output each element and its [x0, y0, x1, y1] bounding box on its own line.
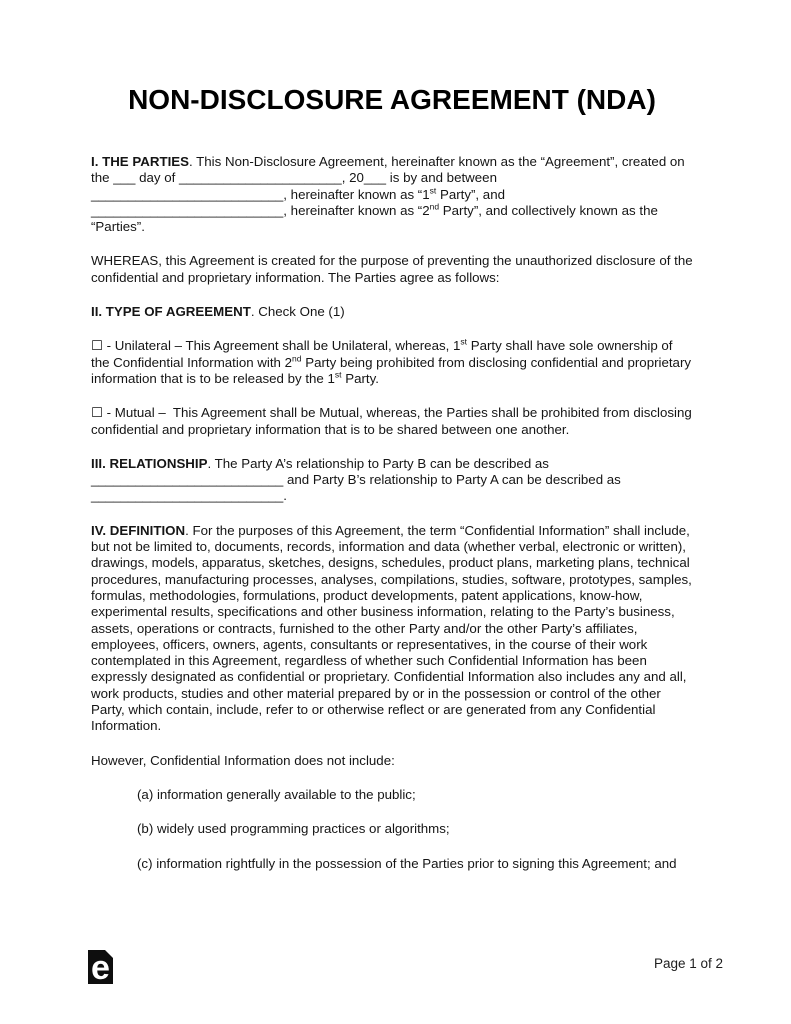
unilateral-checkbox-icon[interactable]: ☐: [91, 338, 103, 354]
text-run: . For the purposes of this Agreement, the term “Confidential Information” shall include, but not be limited to, documents, records, information and data (whether verbal, electronic or written), drawings, models, apparatus, sketches, designs, schedules, product plans, marketing plans, technical procedures, manufacturing processes, analyses, compilations, studies, software, prototypes, samples, formulas, methodologies, formulations, product developments, patent applications, know-how, experimental results, specifications and other business information, relating to the Party’s business, assets, operations or contracts, furnished to the other Party and/or the other Party’s affiliates, employees, officers, owners, agents, consultants or representatives, in the course of their work contemplated in this Agreement, regardless of whether such Confidential Information has been expressly designated as confidential or proprietary. Confidential Information also includes any and all, work products, studies and other material prepared by or in the possession or control of the other Party, which contain, include, refer to or otherwise reflect or are generated from any Confidential Information.: [91, 522, 696, 734]
however-clause: [91, 753, 693, 769]
text-run: Party”, and: [436, 186, 509, 202]
text-run: Party being prohibited from disclosing confidential and proprietary information that is to be released by the 1: [91, 354, 695, 386]
eforms-logo-icon: [88, 949, 113, 987]
page-fold-icon: [105, 950, 113, 958]
text-run: , 20: [341, 170, 364, 186]
text-run: (b) widely used programming practices or algorithms;: [137, 821, 450, 837]
day-blank-field[interactable]: ___: [113, 170, 136, 186]
text-run: is by and between: [386, 170, 501, 186]
section-type-of-agreement: [91, 304, 693, 320]
whereas-clause: [91, 253, 697, 286]
exclusion-item-a: [137, 787, 693, 803]
exclusion-item-b: [137, 821, 693, 837]
text-run: - Unilateral – This Agreement shall be Unilateral, whereas, 1: [102, 338, 461, 354]
unilateral-option: [91, 338, 693, 387]
section-definition-heading: IV. DEFINITION: [91, 522, 186, 538]
text-run: - Mutual – This Agreement shall be Mutual, whereas, the Parties shall be prohibited from disclosing confidential and proprietary information that is to be shared between one another.: [91, 405, 696, 437]
section-parties-heading: I. THE PARTIES: [91, 154, 190, 169]
mutual-option: [91, 405, 696, 438]
text-run: , hereinafter known as “1: [283, 186, 430, 202]
ordinal-suffix: nd: [292, 353, 302, 364]
text-run: .: [283, 488, 287, 504]
relationship-b-blank-field[interactable]: __________________________: [91, 488, 284, 504]
section-type-heading: II. TYPE OF AGREEMENT: [91, 304, 251, 320]
ordinal-suffix: st: [460, 336, 468, 347]
text-run: However, Confidential Information does not include:: [91, 752, 395, 768]
text-run: (c) information rightfully in the possession of the Parties prior to signing this Agreement; and: [137, 855, 677, 871]
ordinal-suffix: st: [334, 369, 342, 380]
section-relationship: [91, 456, 693, 505]
year-blank-field[interactable]: ___: [363, 170, 387, 186]
text-run: . Check One (1): [250, 304, 345, 320]
section-parties: [91, 154, 693, 235]
text-run: and Party B’s relationship to Party A can be described as: [283, 472, 625, 488]
ordinal-suffix: nd: [429, 201, 440, 212]
month-blank-field[interactable]: ______________________: [179, 170, 342, 186]
mutual-checkbox-icon[interactable]: ☐: [91, 405, 103, 421]
text-run: Party shall have sole ownership of the Confidential Information with 2: [91, 338, 677, 370]
text-run: Party”, and collectively known as the “Parties”.: [91, 202, 662, 235]
text-run: , hereinafter known as “2: [283, 202, 430, 218]
text-run: (a) information generally available to the public;: [137, 786, 416, 802]
section-definition: [91, 522, 696, 735]
page-indicator: Page 1 of 2: [653, 956, 723, 971]
text-run: Party.: [341, 370, 379, 386]
text-run: . This Non-Disclosure Agreement, hereinafter known as the “Agreement”, created on the: [91, 154, 689, 186]
section-relationship-heading: III. RELATIONSHIP: [91, 455, 208, 471]
first-party-blank-field[interactable]: __________________________: [91, 186, 284, 202]
text-run: day of: [135, 170, 179, 186]
ordinal-suffix: st: [429, 185, 437, 196]
relationship-a-blank-field[interactable]: __________________________: [91, 472, 284, 488]
text-run: . The Party A’s relationship to Party B can be described as: [207, 455, 553, 471]
text-run: WHEREAS, this Agreement is created for the purpose of preventing the unauthorized disclosure of the confidential and proprietary information. The Parties agree as follows:: [91, 253, 697, 285]
logo-letter: e: [91, 949, 110, 987]
exclusion-item-c: [137, 856, 693, 872]
document-title: NON-DISCLOSURE AGREEMENT (NDA): [128, 84, 656, 115]
second-party-blank-field[interactable]: __________________________: [91, 202, 284, 218]
